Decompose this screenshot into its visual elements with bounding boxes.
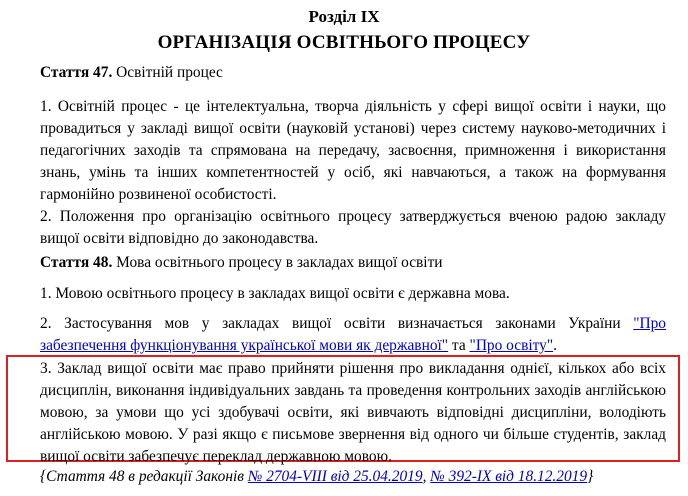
article-47-heading bbox=[40, 62, 666, 84]
note-suffix: } bbox=[587, 468, 594, 485]
law-link-392[interactable]: № 392-IX від 18.12.2019 bbox=[430, 468, 588, 485]
article-48-paragraph-2 bbox=[40, 313, 666, 357]
article-48-p3-text: 3. Заклад вищої освіти має право прийняти рішення про викладання однієї, кількох або всіх дисциплін, виконання індивідуальних завдань та проведення контрольних заходів англійською мовою, за умови що усі здобувачі освіти, які вивчають відповідні дисципліни, володіють англійською мовою. У разі якщо є письмове звернення від одного чи більше студентів, заклад вищої освіти забезпечує переклад державною мовою. bbox=[40, 360, 666, 465]
article-48-title: Мова освітнього процесу в закладах вищої освіти bbox=[112, 254, 443, 271]
article-48-paragraph-1 bbox=[40, 283, 666, 305]
article-48-p2-end: . bbox=[553, 337, 557, 354]
article-47-label: Стаття 47. bbox=[40, 64, 113, 81]
law-link-state-language[interactable]: "Про забезпечення функціонування української мови як державної" bbox=[40, 315, 666, 354]
article-47-title: Освітній процес bbox=[112, 64, 223, 81]
article-48-heading bbox=[40, 252, 666, 274]
section-title: ОРГАНІЗАЦІЯ ОСВІТНЬОГО ПРОЦЕСУ bbox=[157, 32, 531, 53]
article-47-p1-text: 1. Освітній процес - це інтелектуальна, творча діяльність у сфері вищої освіти і науки, що провадиться у закладі вищої освіти (науковій установі) через систему науково-методичних і педагогічних заходів та спрямована на передачу, засвоєння, примноження і використання знань, умінь та інших компетентностей у осіб, які навчаються, а також на формування гармонійно розвиненої особистості. bbox=[40, 98, 666, 203]
article-48-label: Стаття 48. bbox=[40, 254, 113, 271]
note-prefix: {Стаття 48 в редакції Законів bbox=[40, 468, 248, 485]
article-48-paragraph-3 bbox=[40, 358, 666, 468]
law-link-education[interactable]: "Про освіту" bbox=[469, 337, 554, 354]
article-48-p2-start: 2. Застосування мов у закладах вищої освіти визначається законами України bbox=[40, 315, 634, 332]
article-47-paragraph-2 bbox=[40, 206, 666, 250]
section-number: Розділ IX bbox=[308, 7, 380, 26]
edition-note bbox=[40, 466, 680, 488]
article-47-paragraph-1 bbox=[40, 96, 666, 206]
note-separator: , bbox=[422, 468, 431, 485]
article-48-p2-mid: та bbox=[448, 337, 470, 354]
law-link-2704[interactable]: № 2704-VIII від 25.04.2019 bbox=[247, 468, 423, 485]
article-48-p1-text: 1. Мовою освітнього процесу в закладах вищої освіти є державна мова. bbox=[40, 285, 510, 302]
article-47-p2-text: 2. Положення про організацію освітнього процесу затверджується вченою радою закладу вищої освіти відповідно до законодавства. bbox=[40, 208, 666, 247]
